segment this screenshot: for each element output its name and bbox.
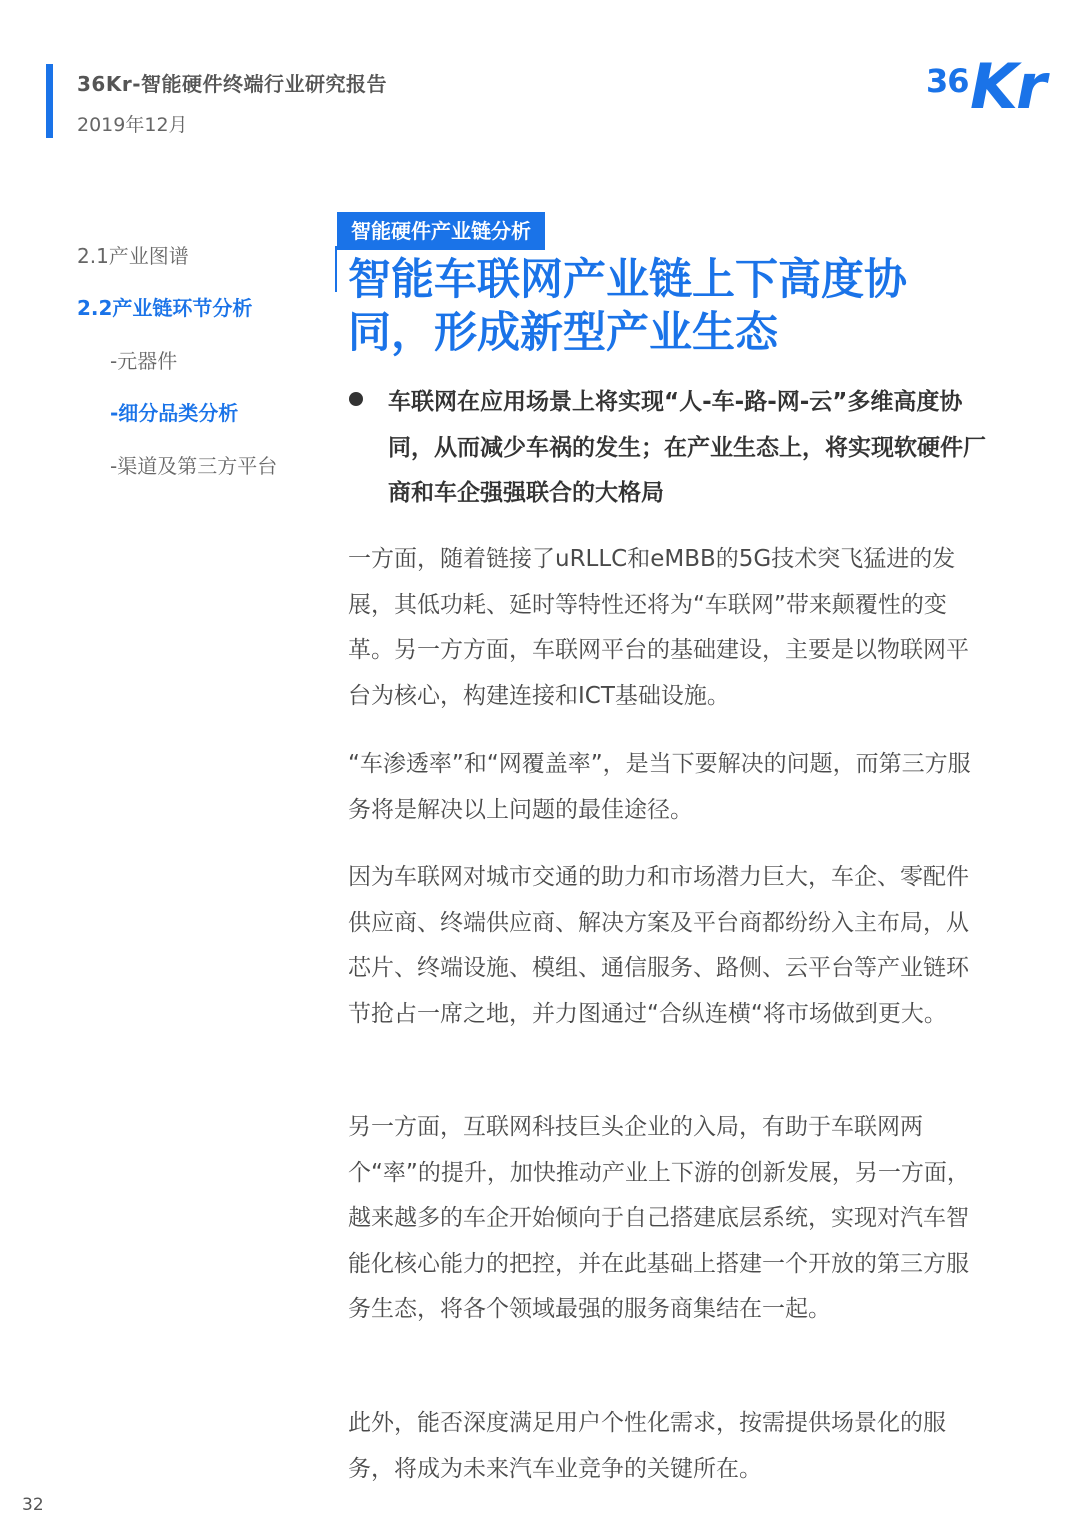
logo-number: 36 <box>926 62 969 100</box>
report-title: 36Kr-智能硬件终端行业研究报告 <box>77 72 387 96</box>
paragraph-tech-giants: 另一方面，互联网科技巨头企业的入局，有助于车联网两个“率”的提升，加快推动产业上下游的创新发展，另一方面，越来越多的车企开始倾向于自己搭建底层系统，实现对汽车智能化核心能力的把控，并在此基础上搭建一个开放的第三方服务生态，将各个领域最强的服务商集结在一起。 <box>348 1114 970 1323</box>
paragraph-layout: 因为车联网对城市交通的助力和市场潜力巨大，车企、零配件供应商、终端供应商、解决方案及平台商都纷纷入主布局，从芯片、终端设施、模组、通信服务、路侧、云平台等产业链环节抢占一席之地，并力图通过“合纵连横“将市场做到更大。 <box>348 864 969 1027</box>
toc-item-chain-analysis[interactable]: 2.2产业链环节分析 <box>77 296 253 320</box>
page-headline: 智能车联网产业链上下高度协同，形成新型产业生态 <box>348 255 907 358</box>
logo-text: Kr <box>970 50 1045 123</box>
paragraph-penetration: “车渗透率”和“网覆盖率”，是当下要解决的问题，而第三方服务将是解决以上问题的最佳途径。 <box>348 751 971 823</box>
toc-item-channels-platforms[interactable]: -渠道及第三方平台 <box>110 454 278 478</box>
bullet-dot-icon <box>349 392 363 406</box>
toc-item-industry-map[interactable]: 2.1产业图谱 <box>77 244 189 268</box>
section-tag: 智能硬件产业链分析 <box>337 212 545 250</box>
paragraph-5g: 一方面，随着链接了uRLLC和eMBB的5G技术突飞猛进的发展，其低功耗、延时等特性还将为“车联网”带来颠覆性的变革。另一方方面，车联网平台的基础建设，主要是以物联网平台为核心，构建连接和ICT基础设施。 <box>348 546 969 709</box>
report-date: 2019年12月 <box>77 114 188 136</box>
key-point: 车联网在应用场景上将实现“人-车-路-网-云”多维高度协同，从而减少车祸的发生；在产业生态上，将实现软硬件厂商和车企强强联合的大格局 <box>388 389 986 506</box>
toc-item-components[interactable]: -元器件 <box>110 349 178 373</box>
section-accent-line <box>335 246 337 292</box>
36kr-logo <box>926 50 1045 126</box>
paragraph-personalization: 此外，能否深度满足用户个性化需求，按需提供场景化的服务，将成为未来汽车业竞争的关键所在。 <box>348 1410 946 1482</box>
toc-item-category-analysis[interactable]: -细分品类分析 <box>110 401 239 425</box>
page-number: 32 <box>22 1495 44 1515</box>
header-accent-bar <box>46 64 53 138</box>
